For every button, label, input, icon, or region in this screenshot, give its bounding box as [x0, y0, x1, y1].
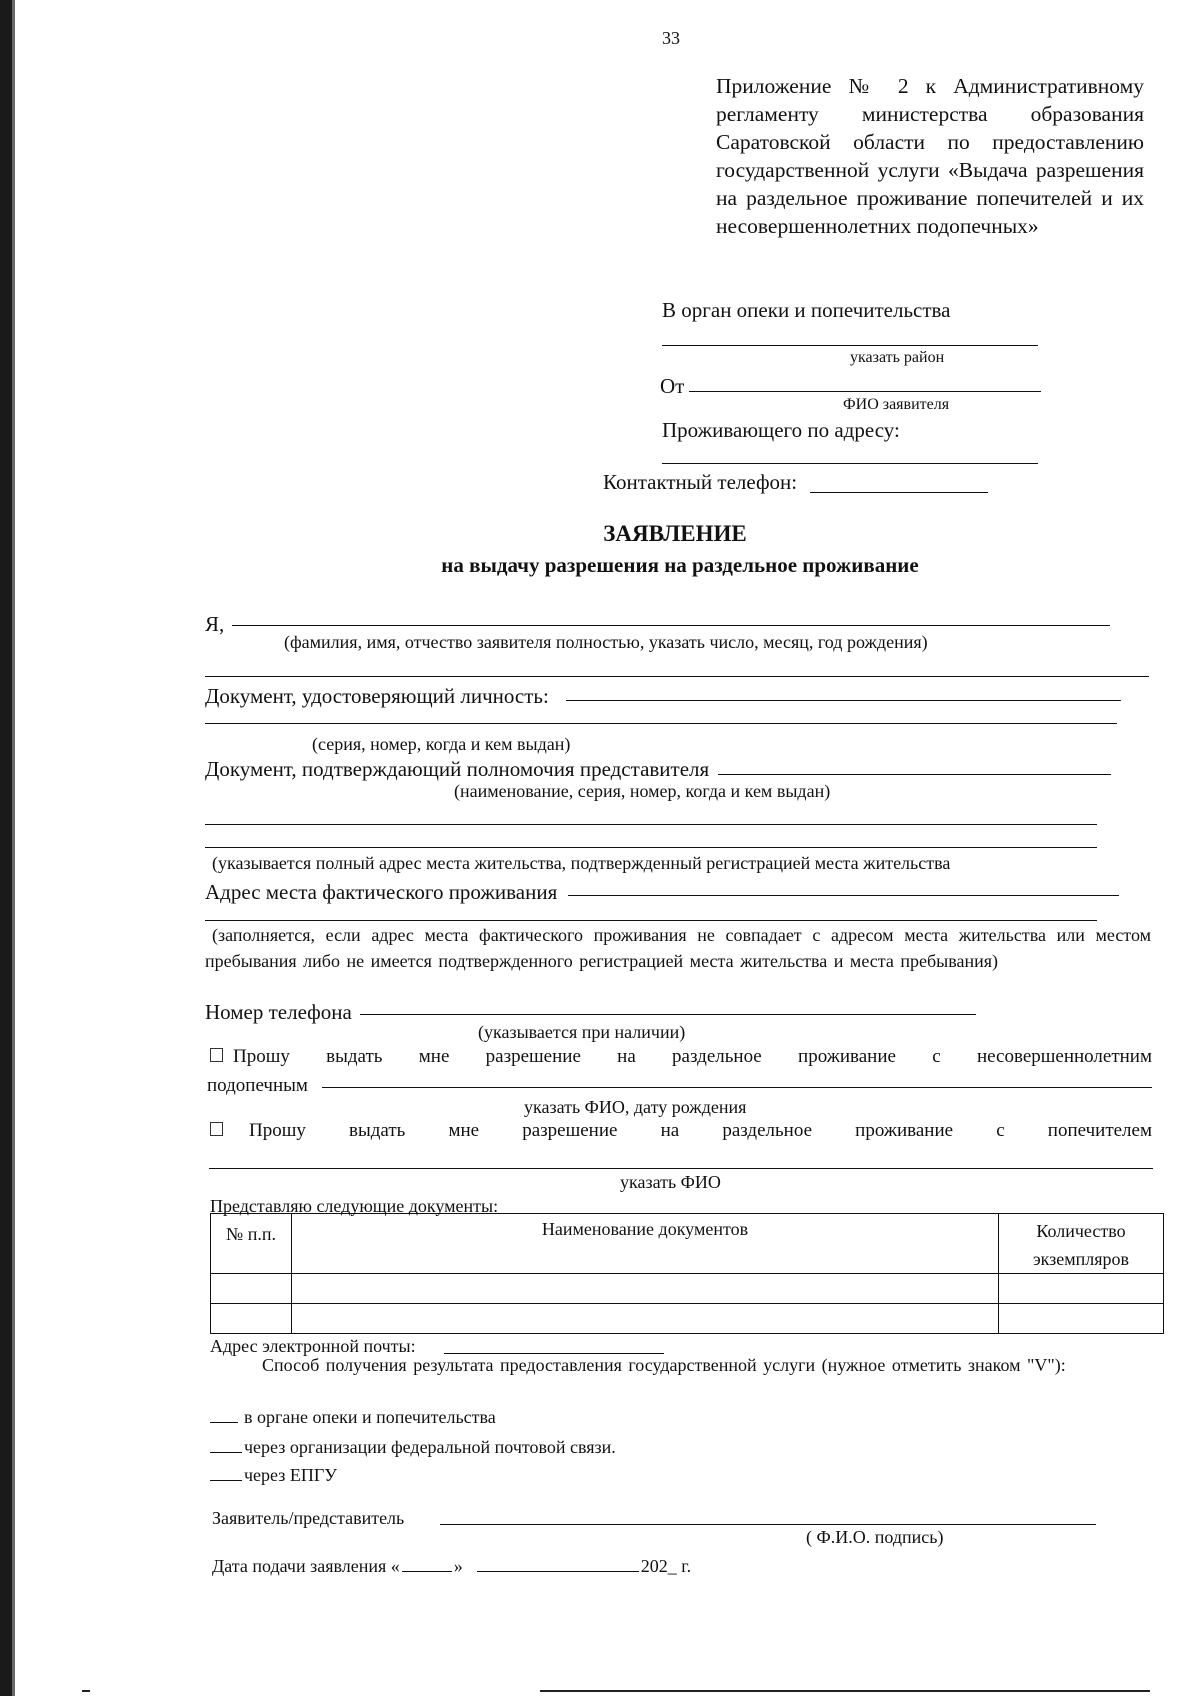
i-label: Я, — [205, 612, 225, 636]
actual-address-line-2[interactable] — [205, 920, 1097, 921]
method-option-0-label: в органе опеки и попечительства — [244, 1407, 496, 1427]
request-guardian-checkbox[interactable] — [210, 1122, 223, 1136]
date-year: 202_ г. — [640, 1556, 692, 1576]
scan-mark — [82, 1690, 90, 1692]
documents-label: Представляю следующие документы: — [210, 1196, 499, 1216]
method-intro: Способ получения результата предоставления государственной услуги (нужное отметить знаком "V"): — [262, 1355, 1066, 1375]
request-guardian-text: Прошу выдать мне разрешение на раздельное проживание с попечителем — [249, 1120, 1152, 1141]
cell-count[interactable] — [999, 1304, 1164, 1334]
table-row — [211, 1304, 1164, 1334]
doc-subtitle: на выдачу разрешения на раздельное проживание — [441, 553, 919, 577]
address-label: Проживающего по адресу: — [662, 418, 900, 442]
cell-count[interactable] — [999, 1274, 1164, 1304]
request-ward-line[interactable] — [322, 1087, 1152, 1088]
cell-name[interactable] — [292, 1274, 999, 1304]
request-ward-word: подопечным — [207, 1075, 308, 1096]
doc-title: ЗАЯВЛЕНИЕ — [603, 521, 747, 546]
date-label: Дата подачи заявления « — [212, 1556, 400, 1576]
signature-line[interactable] — [440, 1524, 1096, 1525]
phone-hint: (указывается при наличии) — [478, 1022, 686, 1042]
contact-phone-label: Контактный телефон: — [603, 470, 798, 494]
rep-doc-label: Документ, подтверждающий полномочия представителя — [205, 757, 710, 781]
actual-address-label: Адрес места фактического проживания — [205, 880, 558, 904]
cell-number[interactable] — [211, 1304, 292, 1334]
fio-full-hint: (фамилия, имя, отчество заявителя полностью, указать число, месяц, год рождения) — [284, 632, 928, 652]
request-ward-checkbox[interactable] — [210, 1048, 223, 1062]
reg-address-line-1[interactable] — [205, 824, 1097, 825]
from-line[interactable] — [689, 391, 1041, 392]
method-option-1-label: через организации федеральной почтовой связи. — [244, 1437, 616, 1457]
scan-bottom-line — [540, 1690, 1150, 1692]
col-count-header: Количество экземпляров — [999, 1214, 1164, 1274]
fio-line[interactable] — [232, 625, 1110, 626]
col-number-header: № п.п. — [211, 1214, 292, 1274]
id-doc-line-2[interactable] — [205, 723, 1117, 724]
phone-label: Номер телефона — [205, 1000, 352, 1024]
page-number: 33 — [662, 28, 680, 48]
scan-edge-shadow — [12, 0, 15, 1696]
col-name-header: Наименование документов — [292, 1214, 999, 1274]
actual-address-line[interactable] — [568, 895, 1119, 896]
method-option-2[interactable] — [210, 1464, 337, 1486]
request-ward-row — [210, 1046, 1152, 1068]
actual-address-hint: (заполняется, если адрес места фактического проживания не совпадает с адресом места жительства или местом пребывания либо не имеется подтвержденного регистрацией места жительства и места пребывания) — [205, 925, 1151, 971]
address-line[interactable] — [662, 463, 1038, 464]
method-option-2-blank[interactable] — [210, 1464, 242, 1481]
method-option-1-blank[interactable] — [210, 1436, 242, 1453]
id-doc-hint: (серия, номер, когда и кем выдан) — [312, 734, 571, 754]
appendix-block: Приложение № 2 к Административному регламенту министерства образования Саратовской области по предоставлению государственной услуги «Выдача разрешения на раздельное проживание попечителей и их несовершеннолетних подопечных» — [716, 74, 1144, 238]
scan-edge — [0, 0, 12, 1696]
request-ward-hint: указать ФИО, дату рождения — [524, 1097, 747, 1117]
signature-hint: ( Ф.И.О. подпись) — [806, 1527, 944, 1547]
email-label: Адрес электронной почты: — [210, 1336, 416, 1356]
rep-doc-hint: (наименование, серия, номер, когда и кем выдан) — [454, 781, 831, 801]
method-option-0-blank[interactable] — [210, 1406, 238, 1423]
cell-name[interactable] — [292, 1304, 999, 1334]
date-day-blank[interactable] — [402, 1555, 452, 1572]
reg-address-line-2[interactable] — [205, 847, 1097, 848]
request-guardian-hint: указать ФИО — [620, 1172, 721, 1192]
id-doc-label: Документ, удостоверяющий личность: — [205, 684, 549, 708]
date-month-blank[interactable] — [477, 1555, 639, 1572]
contact-phone-line[interactable] — [810, 492, 988, 493]
table-row — [211, 1274, 1164, 1304]
reg-address-hint: (указывается полный адрес места жительства, подтвержденный регистрацией места жительства — [212, 853, 951, 873]
fio-line-2[interactable] — [205, 676, 1149, 677]
date-close: » — [453, 1556, 463, 1576]
documents-header-row — [211, 1214, 1164, 1274]
request-ward-text: Прошу выдать мне разрешение на раздельное проживание с несовершеннолетним — [233, 1046, 1152, 1067]
date-row — [212, 1555, 691, 1577]
signature-label: Заявитель/представитель — [212, 1508, 405, 1528]
method-option-2-label: через ЕПГУ — [244, 1465, 338, 1485]
fio-hint: ФИО заявителя — [843, 396, 950, 413]
phone-line[interactable] — [360, 1014, 976, 1015]
method-option-1[interactable] — [210, 1436, 616, 1458]
documents-table — [210, 1213, 1164, 1334]
cell-number[interactable] — [211, 1274, 292, 1304]
request-guardian-row — [210, 1120, 1152, 1142]
district-line[interactable] — [662, 345, 1038, 346]
from-label: От — [660, 374, 685, 398]
method-option-0[interactable] — [210, 1406, 496, 1428]
rep-doc-line[interactable] — [718, 774, 1111, 775]
id-doc-line[interactable] — [566, 700, 1121, 701]
district-hint: указать район — [850, 349, 945, 366]
addressee-to: В орган опеки и попечительства — [662, 298, 951, 322]
request-guardian-line[interactable] — [209, 1168, 1153, 1169]
